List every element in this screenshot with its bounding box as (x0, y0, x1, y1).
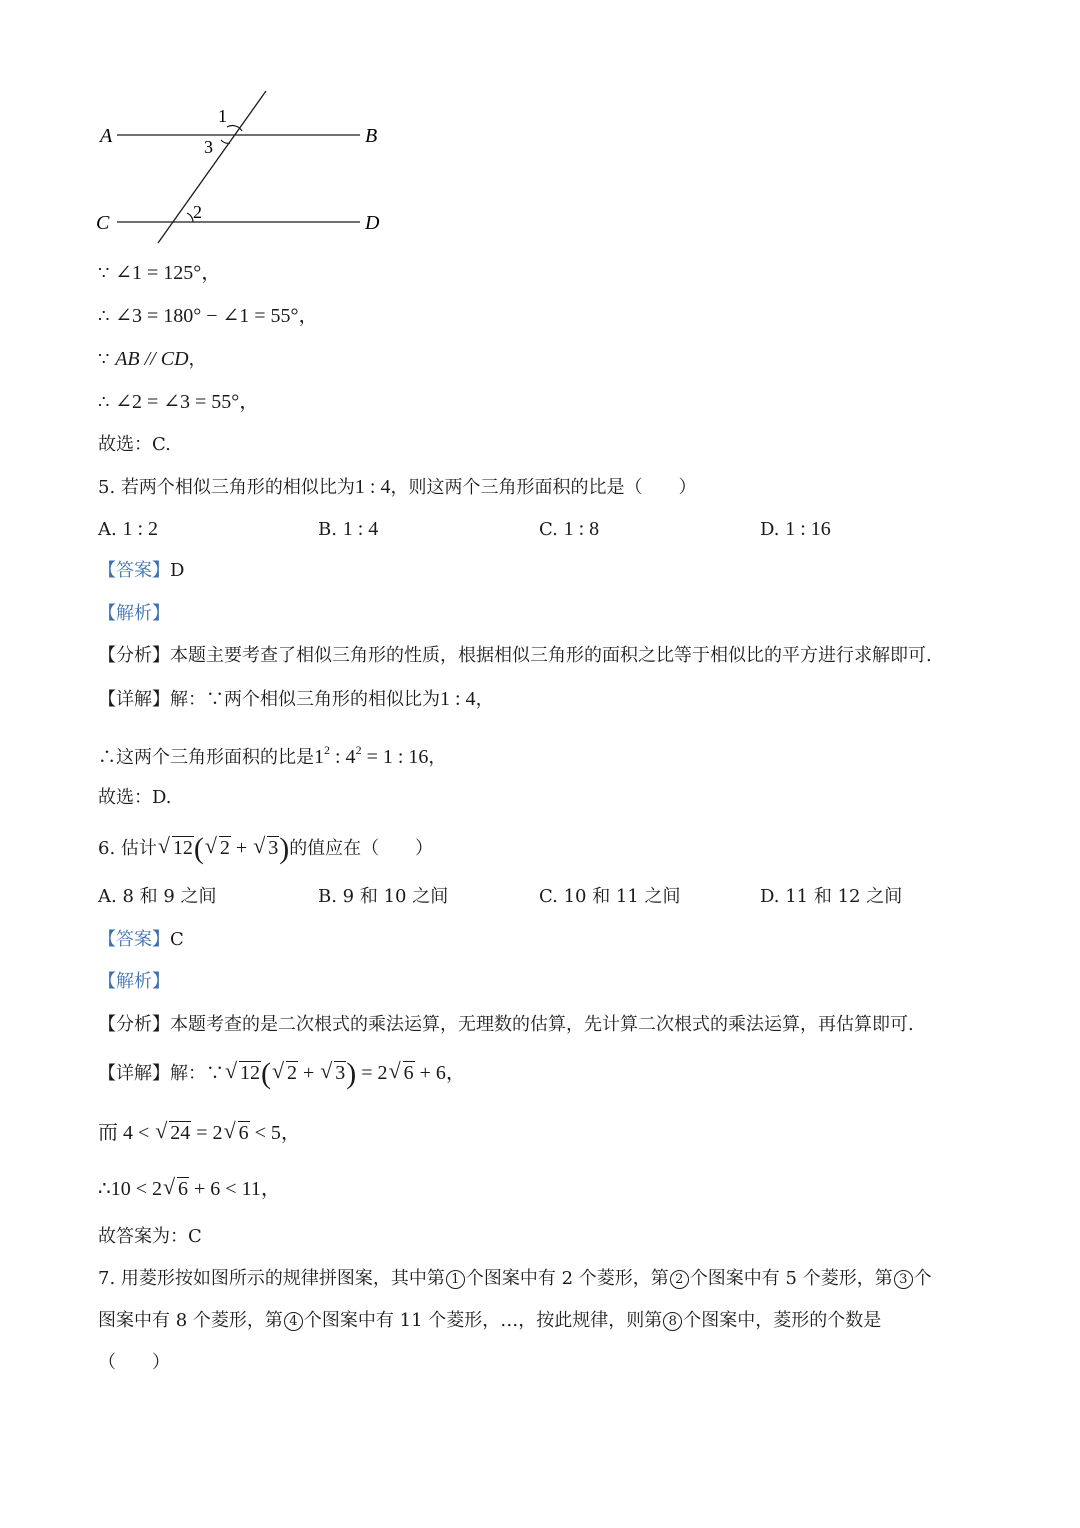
q5-option-c (539, 516, 599, 543)
detail-ratio: 1 : 4 (440, 688, 476, 710)
circled-number: 1 (446, 1270, 465, 1289)
sqrt-6: √ 6 (390, 1060, 415, 1086)
because-symbol: ∵ (98, 263, 110, 284)
q7-text: 个图案中有 11 个菱形，…，按此规律，则第 (303, 1310, 663, 1331)
q6-fenxi (98, 1012, 914, 1038)
parallel-lines-figure (90, 85, 400, 255)
answer-value: C (170, 929, 184, 950)
q7-text: 图案中有 8 个菱形，第 (98, 1310, 283, 1331)
option-value: 1 : 8 (563, 518, 600, 540)
q6-step-3 (98, 1176, 281, 1203)
step-2-pre: 而 4 < (98, 1122, 150, 1144)
angle-3-arc (221, 140, 230, 143)
q7-text: 个图案中有 2 个菱形，第 (465, 1268, 669, 1289)
q6-option-c: C. 10 和 11 之间 (539, 886, 681, 907)
step-2-math (98, 1122, 301, 1144)
label-angle-3: 3 (204, 137, 213, 157)
q7-text: 7. 用菱形按如图所示的规律拼图案，其中第 (98, 1268, 445, 1289)
detail-tag: 【详解】 (98, 1063, 170, 1084)
sqrt-12: √ 12 (226, 1060, 261, 1086)
q5-conclusion (98, 737, 446, 771)
step-3-tail: + 6 < 11， (194, 1178, 281, 1200)
step-3-pre: ∴10 < 2 (98, 1178, 163, 1200)
q5-option-b (318, 516, 378, 543)
q5-stem (98, 474, 696, 501)
option-value: 1 : 2 (122, 518, 159, 540)
fenxi-tag: 【分析】 (98, 1014, 170, 1035)
label-a: A (100, 125, 113, 147)
q5-analysis-tag: 【解析】 (98, 603, 170, 624)
sqrt-2: √ 2 (206, 835, 231, 861)
detail-tail: + 6， (419, 1062, 466, 1084)
q6-option-a: A. 8 和 9 之间 (98, 886, 217, 907)
ratio-result: = 1 : 16 (361, 746, 429, 768)
prev-step-4 (98, 389, 259, 416)
q6-step-2 (98, 1120, 301, 1147)
q5-choice: 故选：D. (98, 787, 172, 808)
equals-text: = 2 (361, 1062, 388, 1084)
option-letter: A. (98, 519, 117, 540)
q5-answer (98, 558, 184, 584)
step-2-mid: = 2 (196, 1122, 223, 1144)
q5-stem-post: ，则这两个三角形面积的比是（ ） (390, 477, 697, 498)
q5-stem-pre: 5. 若两个相似三角形的相似比为 (98, 477, 355, 498)
q6-answer (98, 927, 184, 953)
step-4-math: ∠2 = ∠3 = 55°， (115, 391, 260, 413)
q7-answer-blank: （ ） (98, 1352, 170, 1373)
label-b: B (365, 125, 378, 147)
plus-sign: + (235, 837, 248, 859)
option-letter: D. (760, 519, 780, 540)
sqrt-3: √ 3 (321, 1060, 346, 1086)
detail-tag: 【详解】 (98, 689, 170, 710)
q6-stem (98, 832, 434, 865)
q6-option-b: B. 9 和 10 之间 (318, 886, 449, 907)
q5-fenxi (98, 643, 932, 669)
sqrt-6: √ 6 (164, 1176, 189, 1202)
therefore-symbol: ∴ (98, 392, 110, 413)
angle-1-arc (227, 126, 242, 131)
step-3-math (98, 1178, 281, 1200)
sqrt-6: √ 6 (225, 1120, 250, 1146)
label-angle-2: 2 (193, 202, 202, 222)
detail-expression: √ 12(√ 2 + √ 3) = 2√ 6 + 6， (224, 1062, 466, 1084)
prev-choice: 故选：C. (98, 434, 171, 455)
answer-value: D (170, 560, 185, 581)
transversal-line (158, 91, 266, 243)
detail-text: 解：∵ (170, 1063, 224, 1084)
sqrt-3: √ 3 (254, 835, 279, 861)
option-value: 1 : 16 (785, 518, 831, 540)
q6-stem-post: 的值应在（ ） (289, 838, 434, 859)
q7-text: 个图案中有 5 个菱形，第 (689, 1268, 893, 1289)
q5-option-a (98, 516, 158, 543)
circled-number: 4 (284, 1312, 303, 1331)
step-1-math: ∠1 = 125°， (115, 262, 222, 284)
step-3-math: AB // CD (115, 348, 189, 370)
q6-analysis-tag: 【解析】 (98, 971, 170, 992)
label-angle-1: 1 (218, 106, 227, 126)
exponent: 2 (324, 743, 330, 757)
answer-tag: 【答案】 (98, 929, 170, 950)
detail-text: 解：∵两个相似三角形的相似比为 (170, 689, 440, 710)
sqrt-12: √ 12 (159, 835, 194, 861)
therefore-symbol: ∴ (98, 306, 110, 327)
q6-expression: √ 12(√ 2 + √ 3) (157, 837, 289, 859)
circled-number: 8 (663, 1312, 682, 1331)
prev-step-1 (98, 260, 221, 287)
q5-option-d (760, 516, 831, 543)
fenxi-text: 本题考查的是二次根式的乘法运算，无理数的估算，先计算二次根式的乘法运算，再估算即可. (170, 1014, 914, 1035)
exponent: 2 (355, 743, 362, 757)
conclusion-text: ∴这两个三角形面积的比是 (98, 747, 314, 768)
step-2-tail: < 5， (254, 1122, 301, 1144)
q6-final: 故答案为：C (98, 1226, 202, 1247)
plus-sign: + (303, 1062, 315, 1084)
sqrt-2: √ 2 (273, 1060, 298, 1086)
because-symbol: ∵ (98, 349, 110, 370)
option-value: 1 : 4 (342, 518, 379, 540)
option-letter: B. (318, 519, 337, 540)
conclusion-math (314, 743, 429, 768)
answer-tag: 【答案】 (98, 560, 170, 581)
q5-detail (98, 686, 494, 713)
ratio-mid: : 4 (330, 746, 356, 768)
detail-end: ， (475, 689, 494, 710)
q6-detail (98, 1057, 466, 1090)
sqrt-24: √ 24 (156, 1120, 191, 1146)
q6-stem-pre: 6. 估计 (98, 838, 157, 859)
q7-stem-line-2 (98, 1308, 881, 1334)
label-c: C (96, 212, 110, 234)
q7-text: 个 (913, 1268, 932, 1289)
fenxi-text: 本题主要考查了相似三角形的性质，根据相似三角形的面积之比等于相似比的平方进行求解即可. (170, 645, 932, 666)
prev-step-2 (98, 303, 319, 330)
option-letter: C. (539, 519, 558, 540)
circled-number: 2 (670, 1270, 689, 1289)
q6-option-d: D. 11 和 12 之间 (760, 886, 903, 907)
base-1: 1 (314, 746, 324, 768)
prev-step-3 (98, 346, 207, 373)
label-d: D (365, 212, 380, 234)
q5-ratio: 1 : 4 (354, 476, 391, 498)
step-2-math: ∠3 = 180° − ∠1 = 55°， (115, 305, 319, 327)
circled-number: 3 (894, 1270, 913, 1289)
q7-text: 个图案中，菱形的个数是 (683, 1310, 882, 1331)
fenxi-tag: 【分析】 (98, 645, 170, 666)
q7-stem-line-1 (98, 1266, 932, 1292)
conclusion-end: ， (428, 747, 447, 768)
step-3-end: ， (188, 349, 207, 370)
